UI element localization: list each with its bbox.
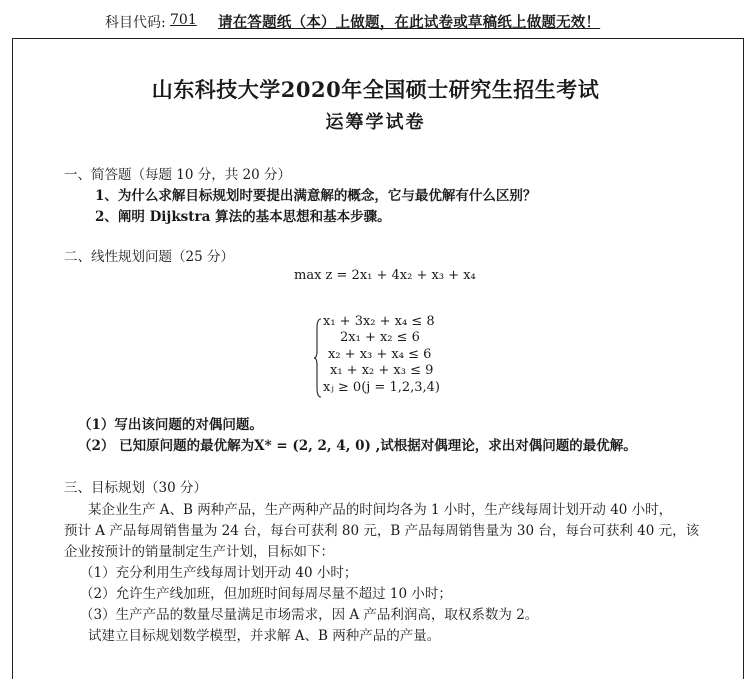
section3-paragraph-line: 某企业生产 A、B 两种产品，生产两种产品的时间均各为 1 小时，生产线每周计划开动 40 小时， (88, 502, 673, 518)
constraint-row: x₂ + x₃ + x₄ ≤ 6 (328, 347, 432, 362)
section3-paragraph-line: 预计 A 产品每周销售量为 24 台，每台可获利 80 元，B 产品每周销售量为 30 台，每台可获利 40 元，该 (64, 523, 700, 539)
section1-question-2: 2、阐明 Dijkstra 算法的基本思想和基本步骤。 (95, 209, 391, 225)
section1-question-1: 1、为什么求解目标规划时要提出满意解的概念，它与最优解有什么区别？ (95, 188, 537, 204)
section2-heading: 二、线性规划问题（25 分） (64, 249, 234, 265)
section3-task: 试建立目标规划数学模型，并求解 A、B 两种产品的产量。 (88, 628, 441, 644)
section3-heading: 三、目标规划（30 分） (64, 480, 207, 496)
objective-function: max z = 2x₁ + 4x₂ + x₃ + x₄ (294, 268, 476, 283)
section3-goal-3: （3）生产产品的数量尽量满足市场需求，因 A 产品利润高，取权系数为 2。 (80, 607, 539, 623)
section3-goal-2: （2）允许生产线加班，但加班时间每周尽量不超过 10 小时； (80, 586, 452, 602)
constraint-row: 2x₁ + x₂ ≤ 6 (340, 330, 420, 345)
exam-title: 山东科技大学2020年全国硕士研究生招生考试 (151, 77, 600, 102)
answer-sheet-warning: 请在答题纸（本）上做题，在此试卷或草稿纸上做题无效！ (218, 14, 601, 31)
constraint-row: x₁ + x₂ + x₃ ≤ 9 (330, 363, 434, 378)
subject-code-value: 701 (170, 12, 197, 28)
section2-question-1: （1）写出该问题的对偶问题。 (78, 417, 263, 433)
section2-question-2: （2） 已知原问题的最优解为X* = (2, 2, 4, 0) ,试根据对偶理论，求出对偶问题的最优解。 (78, 438, 637, 454)
section3-goal-1: （1）充分利用生产线每周计划开动 40 小时； (80, 565, 358, 581)
subject-code-label: 科目代码: (105, 15, 166, 31)
exam-subtitle: 运筹学试卷 (325, 112, 426, 133)
constraint-row: xⱼ ≥ 0(j = 1,2,3,4) (323, 380, 441, 395)
section1-heading: 一、简答题（每题 10 分，共 20 分） (64, 167, 292, 183)
constraint-brace (314, 318, 322, 398)
section3-paragraph-line: 企业按预计的销量制定生产计划，目标如下： (64, 544, 334, 560)
page-header (0, 0, 751, 40)
constraint-row: x₁ + 3x₂ + x₄ ≤ 8 (323, 314, 435, 329)
